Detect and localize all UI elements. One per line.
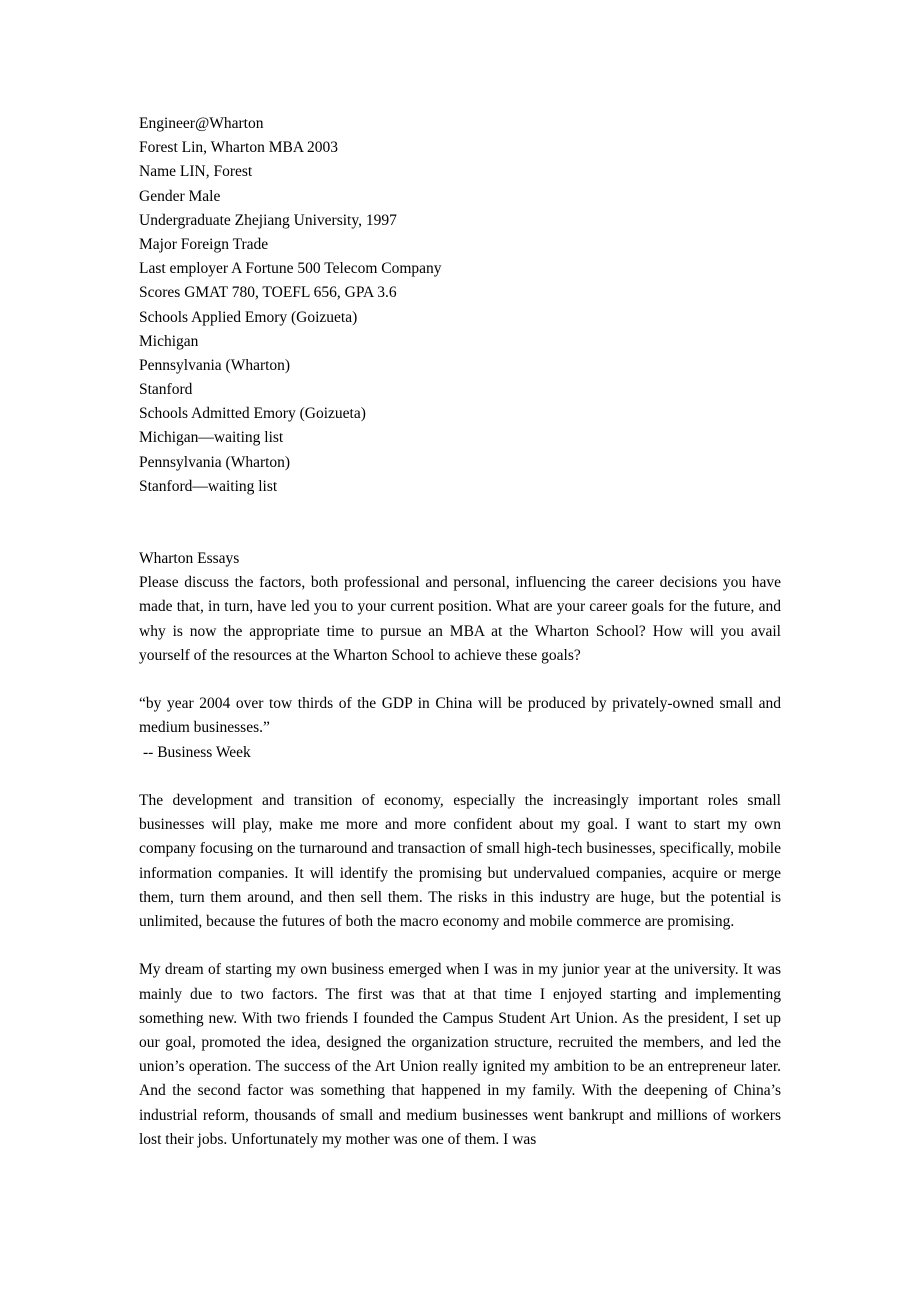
profile-last-employer: Last employer A Fortune 500 Telecom Company [139, 260, 442, 278]
paragraph-spacer [139, 668, 781, 692]
essay-quote: “by year 2004 over tow thirds of the GDP in China will be produced by privately-owned small and medium businesses.” [139, 695, 781, 737]
paragraph-spacer [139, 765, 781, 789]
schools-admitted-item: Pennsylvania (Wharton) [139, 453, 291, 471]
profile-undergraduate: Undergraduate Zhejiang University, 1997 [139, 211, 397, 229]
essay-prompt: Please discuss the factors, both professional and personal, influencing the career decisions you have made that, in turn, have led you to your current position. What are your career goals for the future, and why is now the appropriate time to pursue an MBA at the Wharton School? How will you avail yourself of the resources at the Wharton School to achieve these goals? [139, 574, 781, 664]
quote-source: -- Business Week [143, 743, 251, 761]
essay-paragraph: My dream of starting my own business emerged when I was in my junior year at the university. It was mainly due to two factors. The first was that at that time I enjoyed starting and implementing something new. With two friends I founded the Campus Student Art Union. As the president, I set up our goal, promoted the idea, designed the organization structure, recruited the members, and led the union’s operation. The success of the Art Union really ignited my ambition to be an entrepreneur later. And the second factor was something that happened in my family. With the deepening of China’s industrial reform, thousands of small and medium businesses went bankrupt and millions of workers lost their jobs. Unfortunately my mother was one of them. I was [139, 961, 781, 1148]
profile-major: Major Foreign Trade [139, 235, 269, 253]
essay-paragraph: The development and transition of economy, especially the increasingly important roles small businesses will play, make me more and more confident about my goal. I want to start my own company focusing on the turnaround and transaction of small high-tech businesses, specifically, mobile information companies. It will identify the promising but undervalued companies, acquire or merge them, turn them around, and then sell them. The risks in this industry are huge, but the potential is unlimited, because the futures of both the macro economy and mobile commerce are promising. [139, 791, 781, 930]
author-byline: Forest Lin, Wharton MBA 2003 [139, 139, 339, 157]
profile-scores: Scores GMAT 780, TOEFL 656, GPA 3.6 [139, 284, 397, 302]
document-title: Engineer@Wharton [139, 115, 264, 132]
document-page [139, 112, 781, 1152]
schools-admitted-list [139, 402, 781, 499]
schools-applied-item: Pennsylvania (Wharton) [139, 356, 291, 374]
schools-applied-item: Michigan [139, 332, 199, 350]
profile-name: Name LIN, Forest [139, 163, 253, 181]
profile-gender: Gender Male [139, 187, 221, 205]
schools-admitted-item: Stanford—waiting list [139, 477, 278, 495]
essays-heading: Wharton Essays [139, 550, 240, 567]
section-spacer [139, 499, 781, 547]
paragraph-spacer [139, 934, 781, 958]
schools-applied-list [139, 306, 781, 403]
schools-admitted-item: Michigan—waiting list [139, 429, 284, 447]
schools-admitted-item: Schools Admitted Emory (Goizueta) [139, 405, 366, 423]
schools-applied-item: Schools Applied Emory (Goizueta) [139, 308, 358, 326]
schools-applied-item: Stanford [139, 381, 193, 399]
